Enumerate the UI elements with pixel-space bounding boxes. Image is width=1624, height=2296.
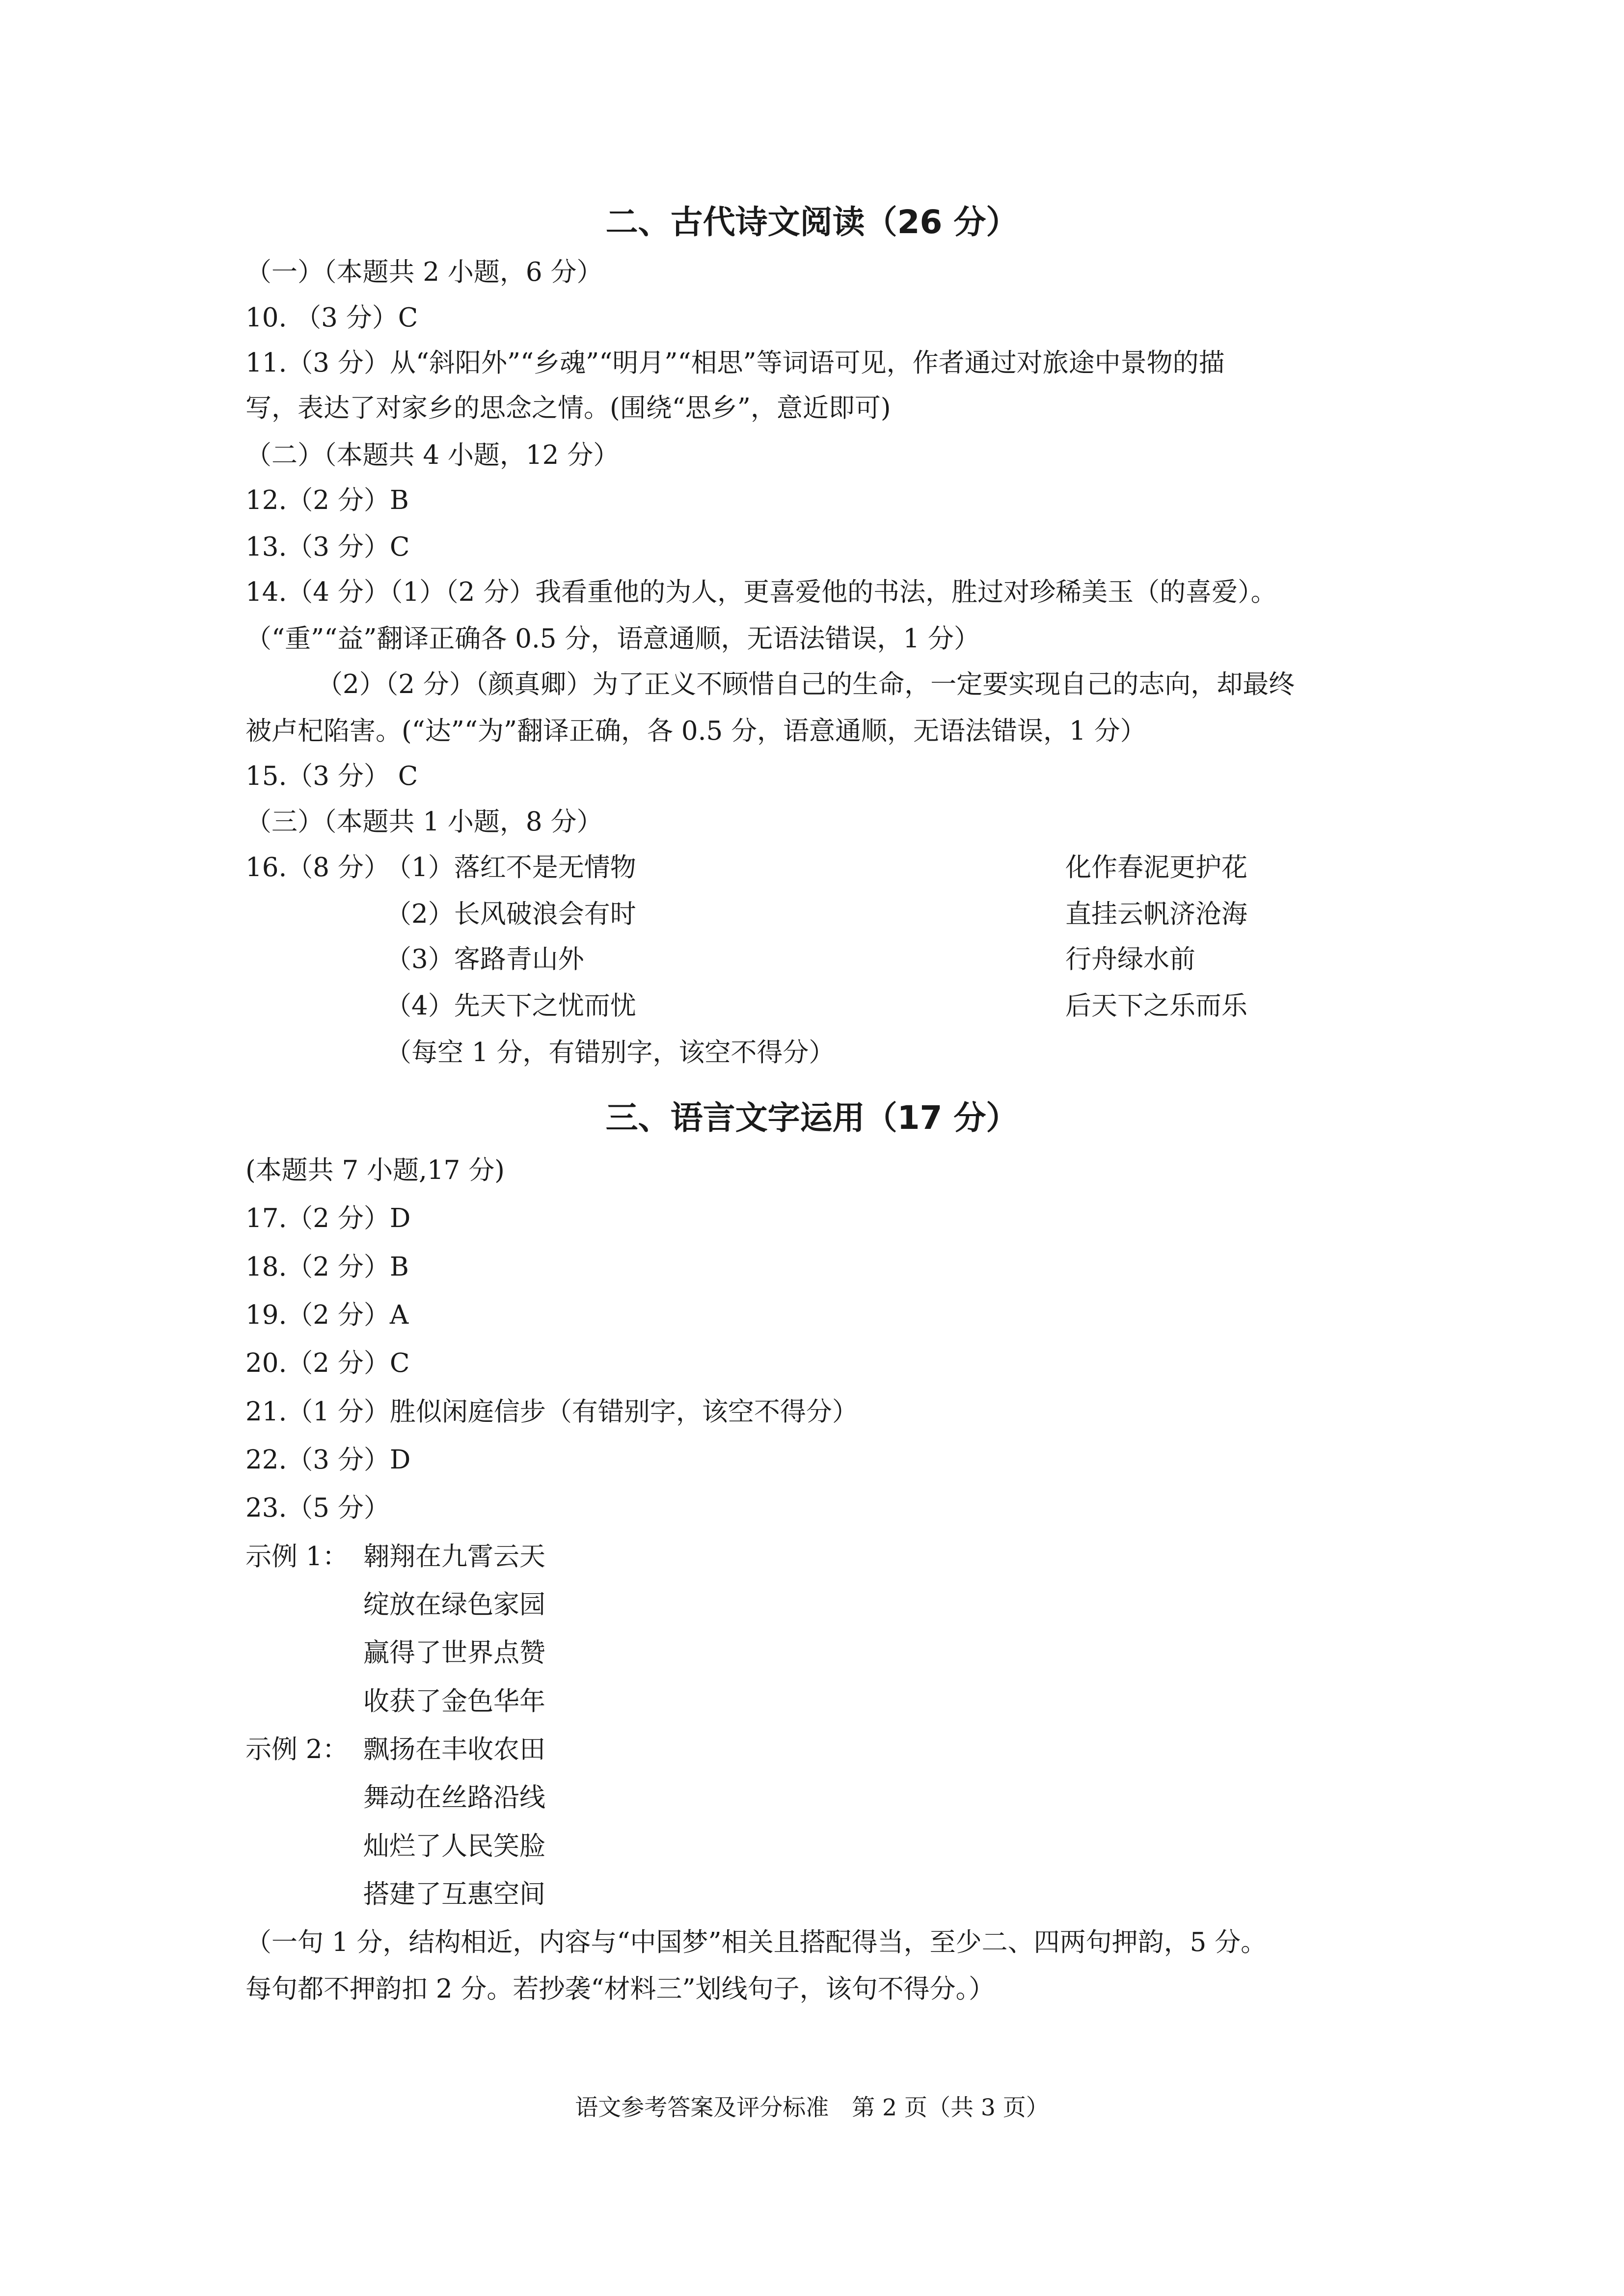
example2-label: 示例 2： (245, 1735, 349, 1764)
q16-item-left: （3）客路青山外 (385, 944, 584, 974)
q16-item (385, 942, 1195, 977)
q16-item-right: 行舟绿水前 (1065, 944, 1195, 974)
answer-q11-line2: 写，表达了对家乡的思念之情。(围绕“思乡”，意近即可) (245, 393, 891, 423)
answer-q22: 22.（3 分）D (245, 1445, 411, 1475)
q16-item-right: 后天下之乐而乐 (1065, 991, 1247, 1021)
answer-q20: 20.（2 分）C (245, 1348, 410, 1378)
part-header-3: （三）（本题共 1 小题，8 分） (245, 807, 603, 837)
q16-note: （每空 1 分，有错别字，该空不得分） (385, 1038, 835, 1068)
section-heading-ancient-poetry: 二、古代诗文阅读（26 分） (605, 203, 1019, 241)
page-footer: 语文参考答案及评分标准 第 2 页（共 3 页） (575, 2094, 1049, 2121)
q16-item-left: （4）先天下之忧而忧 (385, 991, 636, 1021)
answer-q14-line4: 被卢杞陷害。(“达”“为”翻译正确，各 0.5 分，语意通顺，无语法错误，1 分） (245, 716, 1146, 746)
example1-line: 收获了金色华年 (363, 1686, 545, 1716)
section-heading-language-usage: 三、语言文字运用（17 分） (605, 1099, 1019, 1137)
q23-note-line2: 每句都不押韵扣 2 分。若抄袭“材料三”划线句子，该句不得分。） (245, 1974, 995, 2004)
answer-q10: 10. （3 分）C (245, 303, 418, 333)
example1-label: 示例 1： (245, 1542, 349, 1572)
q16-item-right: 直挂云帆济沧海 (1065, 899, 1247, 929)
example1-line: 赢得了世界点赞 (363, 1638, 545, 1668)
answer-q18: 18.（2 分）B (245, 1252, 409, 1282)
q16-item-left: （1）落红不是无情物 (385, 853, 636, 882)
answer-q17: 17.（2 分）D (245, 1203, 411, 1233)
answer-q23: 23.（5 分） (245, 1493, 390, 1523)
q16-item (385, 989, 1247, 1023)
q16-item (385, 851, 1247, 885)
q16-item (385, 897, 1247, 932)
answer-q14-line3: （2）（2 分）（颜真卿）为了正义不顾惜自己的生命，一定要实现自己的志向，却最终 (317, 669, 1295, 699)
q16-item-right: 化作春泥更护花 (1065, 853, 1247, 882)
section3-header: (本题共 7 小题,17 分) (245, 1155, 505, 1185)
answer-q21: 21.（1 分）胜似闲庭信步（有错别字，该空不得分） (245, 1397, 858, 1427)
example1-line: 绽放在绿色家园 (363, 1590, 545, 1620)
example2-line: 灿烂了人民笑脸 (363, 1831, 545, 1861)
example1-line: 翱翔在九霄云天 (363, 1542, 545, 1572)
q16-item-left: （2）长风破浪会有时 (385, 899, 636, 929)
answer-q13: 13.（3 分）C (245, 532, 410, 562)
part-header-2: （二）（本题共 4 小题，12 分） (245, 440, 620, 470)
answer-q11-line1: 11.（3 分）从“斜阳外”“乡魂”“明月”“相思”等词语可见，作者通过对旅途中景物的描 (245, 348, 1225, 378)
example2-line: 搭建了互惠空间 (363, 1879, 545, 1909)
example2-line: 飘扬在丰收农田 (363, 1735, 545, 1764)
answer-q14-line2: （“重”“益”翻译正确各 0.5 分，语意通顺，无语法错误，1 分） (245, 624, 980, 654)
part-header-1: （一）（本题共 2 小题，6 分） (245, 257, 603, 287)
answer-q14-line1: 14.（4 分）（1）（2 分）我看重他的为人，更喜爱他的书法，胜过对珍稀美玉（的喜爱）。 (245, 577, 1277, 607)
answer-q19: 19.（2 分）A (245, 1300, 409, 1330)
example2-line: 舞动在丝路沿线 (363, 1783, 545, 1813)
answer-q16-prefix: 16.（8 分） (245, 853, 390, 882)
q23-note-line1: （一句 1 分，结构相近，内容与“中国梦”相关且搭配得当，至少二、四两句押韵，5 分。 (245, 1927, 1267, 1957)
answer-q12: 12.（2 分）B (245, 485, 409, 515)
answer-q15: 15.（3 分） C (245, 761, 418, 791)
